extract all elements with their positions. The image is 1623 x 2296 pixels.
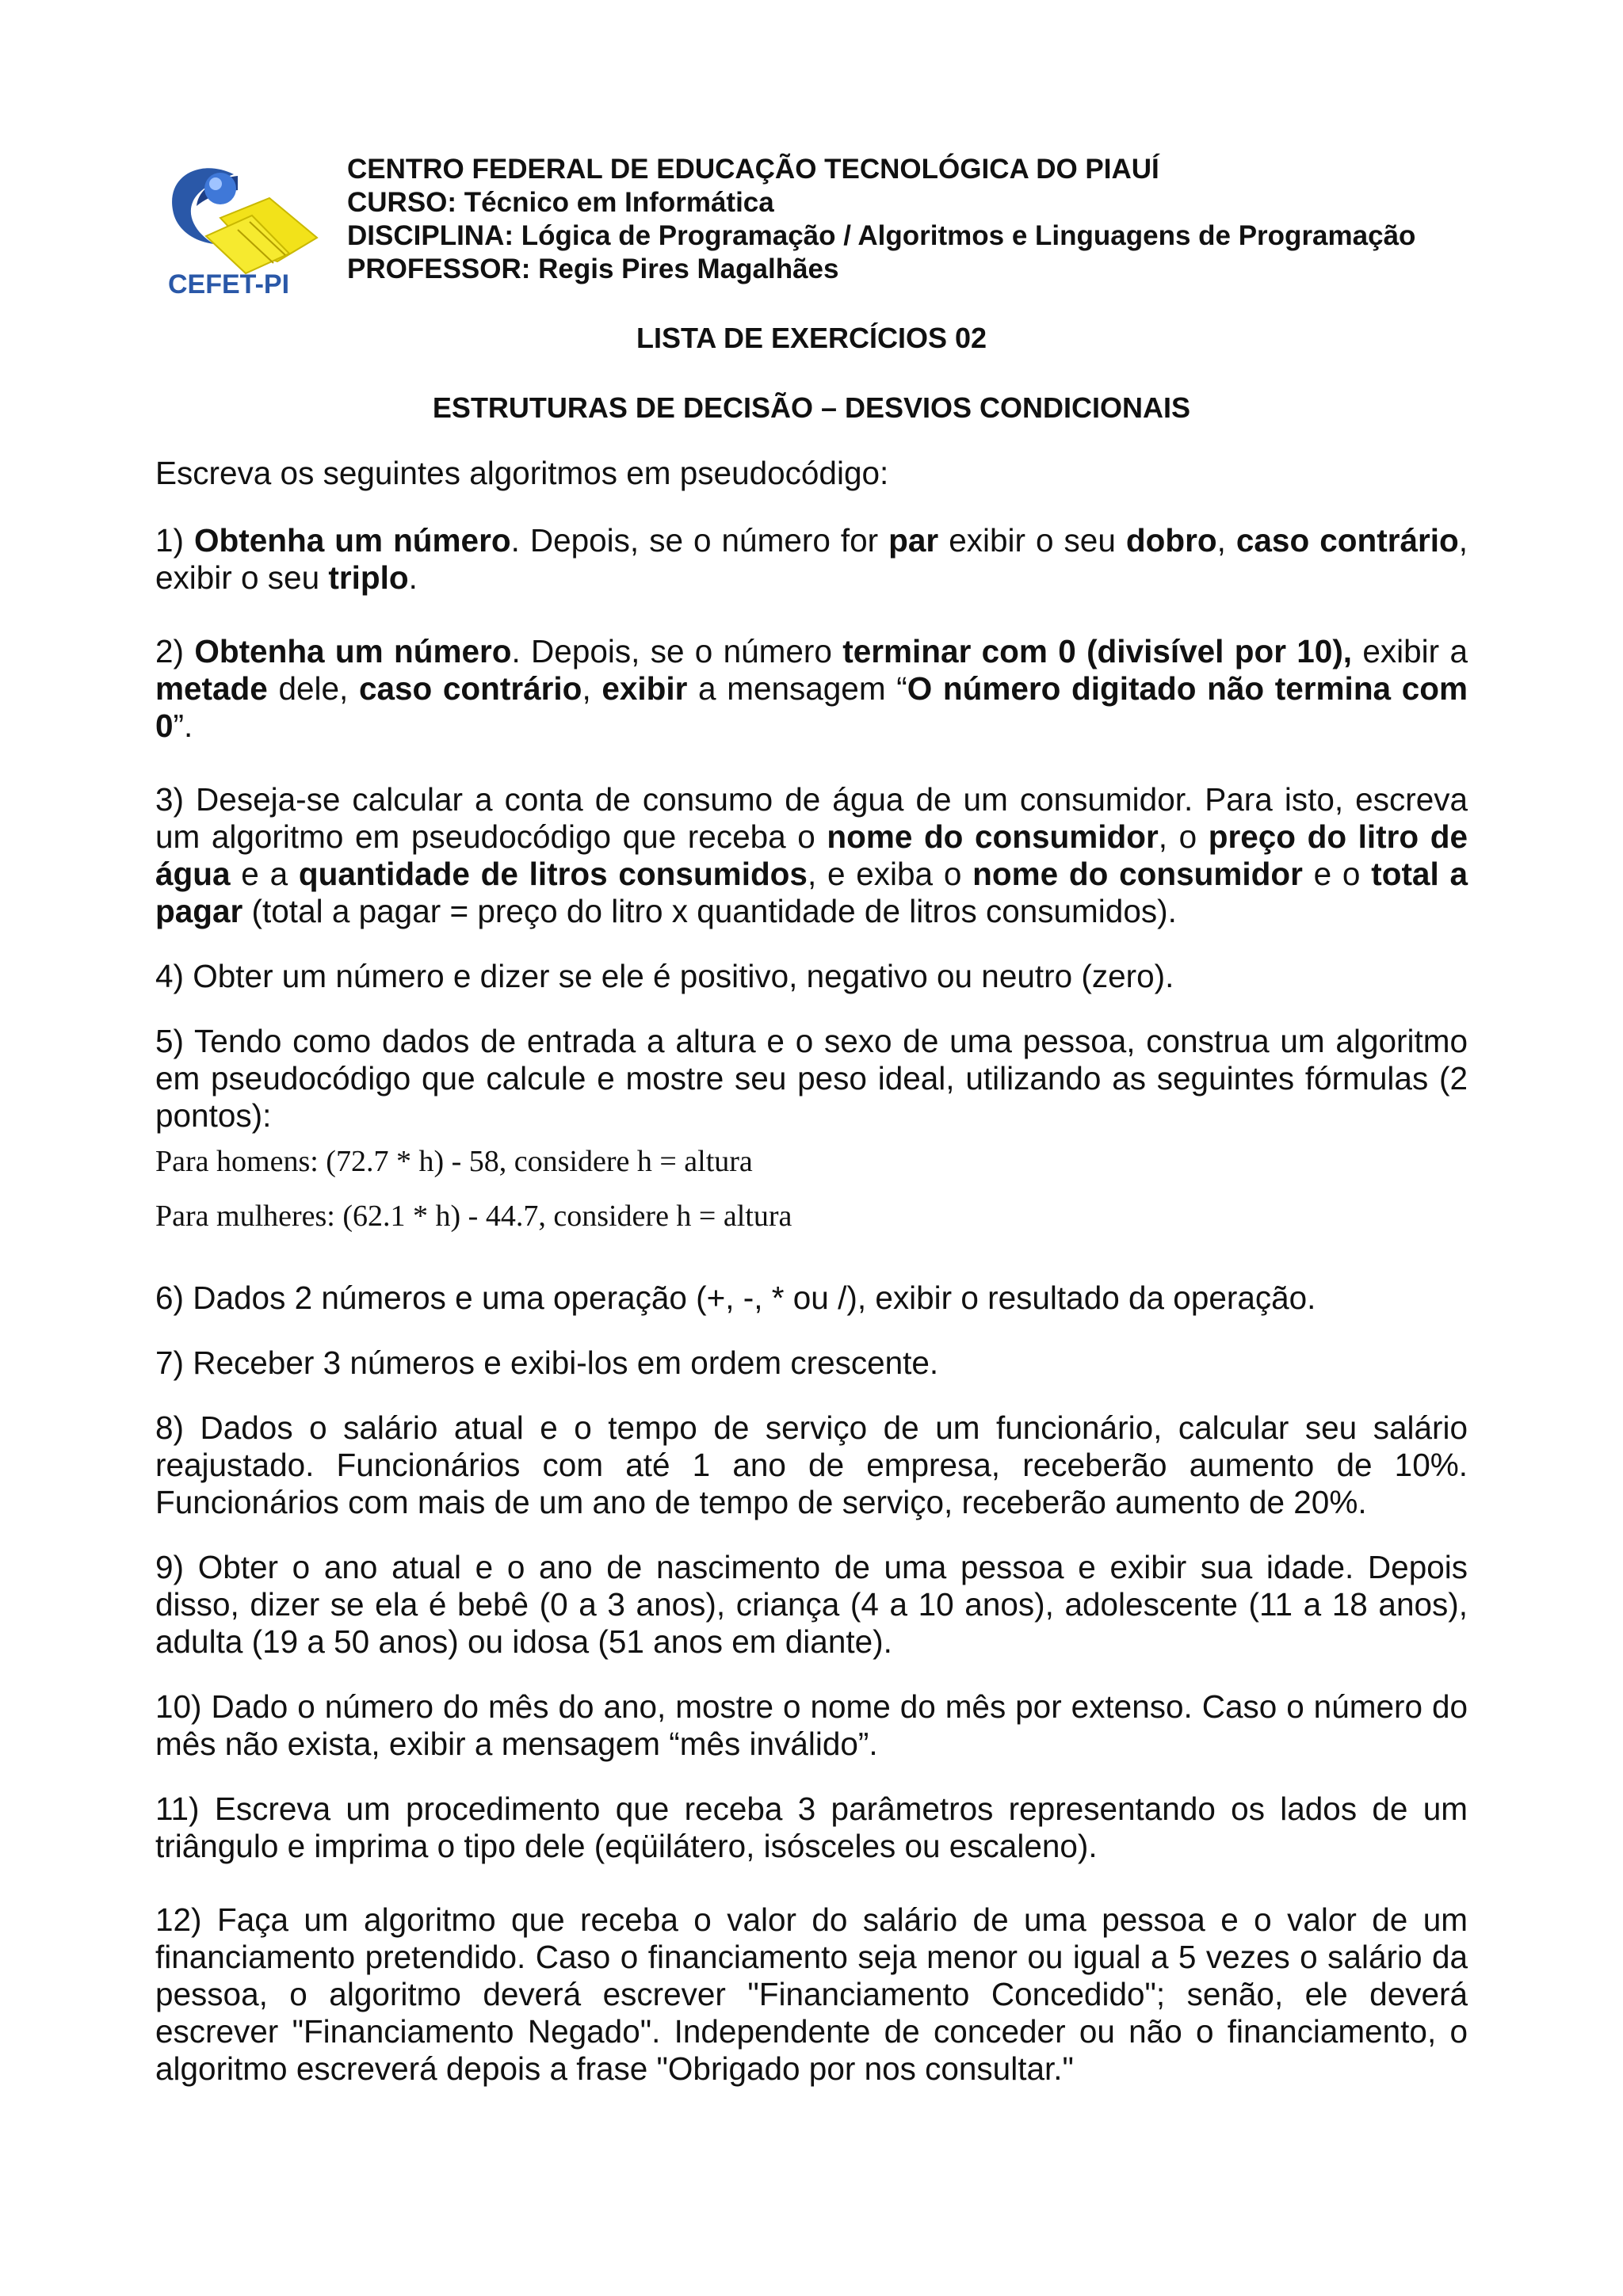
list-subtitle: ESTRUTURAS DE DECISÃO – DESVIOS CONDICIONAIS [432,391,1191,424]
exercise-1: 1) Obtenha um número. Depois, se o número for par exibir o seu dobro, caso contrário, exibir o seu triplo. [155,522,1468,596]
logo-text: CEFET-PI [168,269,290,299]
exercise-list [155,455,1468,2088]
list-title: LISTA DE EXERCÍCIOS 02 [636,322,987,354]
exercise-2: 2) Obtenha um número. Depois, se o número terminar com 0 (divisível por 10), exibir a metade dele, caso contrário, exibir a mensagem “O número digitado não termina com 0”. [155,633,1468,744]
exercise-7: 7) Receber 3 números e exibi-los em ordem crescente. [155,1344,939,1381]
exercise-4: 4) Obter um número e dizer se ele é positivo, negativo ou neutro (zero). [155,958,1174,994]
institution-name: CENTRO FEDERAL DE EDUCAÇÃO TECNOLÓGICA DO PIAUÍ [347,154,1159,185]
exercise-3: 3) Deseja-se calcular a conta de consumo de água de um consumidor. Para isto, escreva um algoritmo em pseudocódigo que receba o nome do consumidor, o preço do litro de água e a quantidade de litros consumidos, e exiba o nome do consumidor e o total a pagar (total a pagar = preço do litro x quantidade de litros consumidos). [155,781,1468,929]
intro-text: Escreva os seguintes algoritmos em pseudocódigo: [155,455,889,491]
course-line: CURSO: Técnico em Informática [347,187,774,218]
exercise-5: 5) Tendo como dados de entrada a altura e o sexo de uma pessoa, construa um algoritmo em pseudocódigo que calcule e mostre seu peso ideal, utilizando as seguintes fórmulas (2 pontos): [155,1023,1468,1134]
exercise-12: 12) Faça um algoritmo que receba o valor do salário de uma pessoa e o valor de um financiamento pretendido. Caso o financiamento seja menor ou igual a 5 vezes o salário da pessoa, o algoritmo deverá escrever "Financiamento Concedido"; senão, ele deverá escrever "Financiamento Negado". Independente de conceder ou não o financiamento, o algoritmo escreverá depois a frase "Obrigado por nos consultar." [155,1901,1468,2087]
exercise-8: 8) Dados o salário atual e o tempo de serviço de um funcionário, calcular seu salário reajustado. Funcionários com até 1 ano de empresa, receberão aumento de 10%. Funcionários com mais de um ano de tempo de serviço, receberão aumento de 20%. [155,1409,1468,1520]
professor-line: PROFESSOR: Regis Pires Magalhães [347,254,839,284]
formula-women: Para mulheres: (62.1 * h) - 44.7, considere h = altura [155,1199,792,1233]
exercise-11: 11) Escreva um procedimento que receba 3 parâmetros representando os lados de um triângulo e imprima o tipo dele (eqüilátero, isósceles ou escaleno). [155,1791,1468,1864]
exercise-10: 10) Dado o número do mês do ano, mostre o nome do mês por extenso. Caso o número do mês não exista, exibir a mensagem “mês inválido”. [155,1688,1468,1762]
header-block [347,153,1536,286]
discipline-line: DISCIPLINA: Lógica de Programação / Algoritmos e Linguagens de Programação [347,220,1416,251]
exercise-6: 6) Dados 2 números e uma operação (+, -, * ou /), exibir o resultado da operação. [155,1280,1316,1316]
cefet-pi-logo [158,143,325,301]
formula-men: Para homens: (72.7 * h) - 58, considere h = altura [155,1145,753,1178]
exercise-9: 9) Obter o ano atual e o ano de nascimento de uma pessoa e exibir sua idade. Depois disso, dizer se ela é bebê (0 a 3 anos), criança (4 a 10 anos), adolescente (11 a 18 anos), adulta (19 a 50 anos) ou idosa (51 anos em diante). [155,1549,1468,1660]
